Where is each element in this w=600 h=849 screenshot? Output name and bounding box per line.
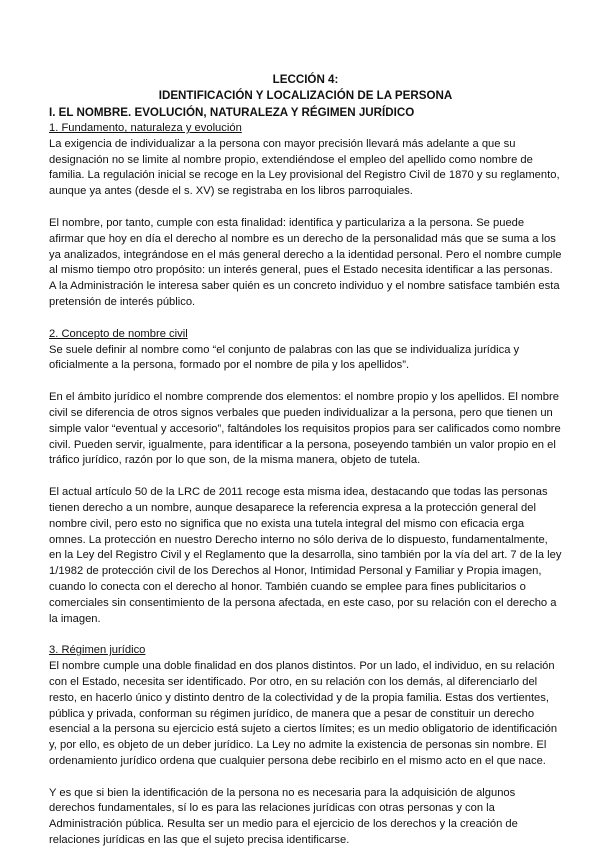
subsection-heading-fundamento: 1. Fundamento, naturaleza y evolución [49, 122, 242, 134]
paragraph: La exigencia de individualizar a la persona con mayor precisión llevará más adelante a que su designación no se limite al nombre propio, extendiéndose el empleo del apellido como nombre de familia. La regulación inicial se recoge en la Ley provisional del Registro Civil de 1870 y su reglamento, aunque ya antes (desde el s. XV) se registraba en los libros parroquiales. [49, 137, 560, 198]
paragraph: Se suele definir al nombre como “el conjunto de palabras con las que se individualiza jurídica y oficialmente a la persona, formado por el nombre de pila y los apellidos”. [49, 343, 520, 372]
paragraph: Y es que si bien la identificación de la persona no es necesaria para la adquisición de algunos derechos fundamentales, sí lo es para las relaciones jurídicas con otras personas y con la Administración pública. Resulta ser un medio para el ejercicio de los derechos y la creación de relaciones jurídicas en las que el sujeto precisa identificarse. [49, 786, 518, 847]
paragraph: En el ámbito jurídico el nombre comprende dos elementos: el nombre propio y los apellidos. El nombre civil se diferencia de otros signos verbales que pueden individualizar a la persona, pero que tienen un simple valor “eventual y accesorio”, faltándoles los requisitos propios para ser calificados como nombre civil. Pueden servir, igualmente, para identificar a la persona, poseyendo también un valor propio en el tráfico jurídico, razón por lo que son, de la misma manera, objeto de tutela. [49, 391, 561, 467]
paragraph: El nombre, por tanto, cumple con esta finalidad: identifica y particulariza a la persona. Se puede afirmar que hoy en día el derecho al nombre es un derecho de la personalidad más que se suma a los ya analizados, integrándose en el más general derecho a la identidad personal. Pero el nombre cumple al mismo tiempo otro propósito: un interés general, pues el Estado necesita identificar a las personas. A la Administración le interesa saber quién es un concreto individuo y el nombre satisface también esta pretensión de interés público. [49, 216, 562, 308]
subsection-heading-concepto: 2. Concepto de nombre civil [49, 327, 188, 340]
section-heading: I. EL NOMBRE. EVOLUCIÓN, NATURALEZA Y RÉGIMEN JURÍDICO [49, 106, 415, 119]
subsection-heading-regimen: 3. Régimen jurídico [49, 644, 146, 657]
lesson-title: LECCIÓN 4: [272, 73, 339, 86]
paragraph: El nombre cumple una doble finalidad en dos planos distintos. Por un lado, el individuo, en su relación con el Estado, necesita ser identificado. Por otro, en su relación con los demás, al diferenciarlo del resto, en hacerlo único y distinto dentro de la colectividad y de la propia familia. Estas dos vertientes, pública y privada, conforman su régimen jurídico, de manera que a pesar de constituir un derecho esencial a la persona su ejercicio está sujeto a ciertos límites; es un medio obligatorio de identificación y, por ello, es objeto de un deber jurídico. La Ley no admite la existencia de personas sin nombre. El ordenamiento jurídico ordena que cualquier persona debe recibirlo en el mismo acto en el que nace. [49, 660, 558, 767]
lesson-subtitle: IDENTIFICACIÓN Y LOCALIZACIÓN DE LA PERSONA [158, 89, 453, 102]
paragraph: El actual artículo 50 de la LRC de 2011 recoge esta misma idea, destacando que todas las personas tienen derecho a un nombre, aunque desaparece la referencia expresa a la protección general del nombre civil, pero esto no significa que no exista una tutela integral del mismo con eficacia erga omnes. La protección en nuestro Derecho interno no sólo deriva de lo dispuesto, fundamentalmente, en la Ley del Registro Civil y el Reglamento que la desarrolla, sino también por la vía del art. 7 de la ley 1/1982 de protección civil de los Derechos al Honor, Intimidad Personal y Familiar y Propia imagen, cuando lo conecta con el derecho al honor. También cuando se emplee para fines publicitarios o comerciales sin consentimiento de la persona afectada, en este caso, por su relación con el derecho a la imagen. [49, 486, 562, 625]
document-page [49, 72, 562, 849]
